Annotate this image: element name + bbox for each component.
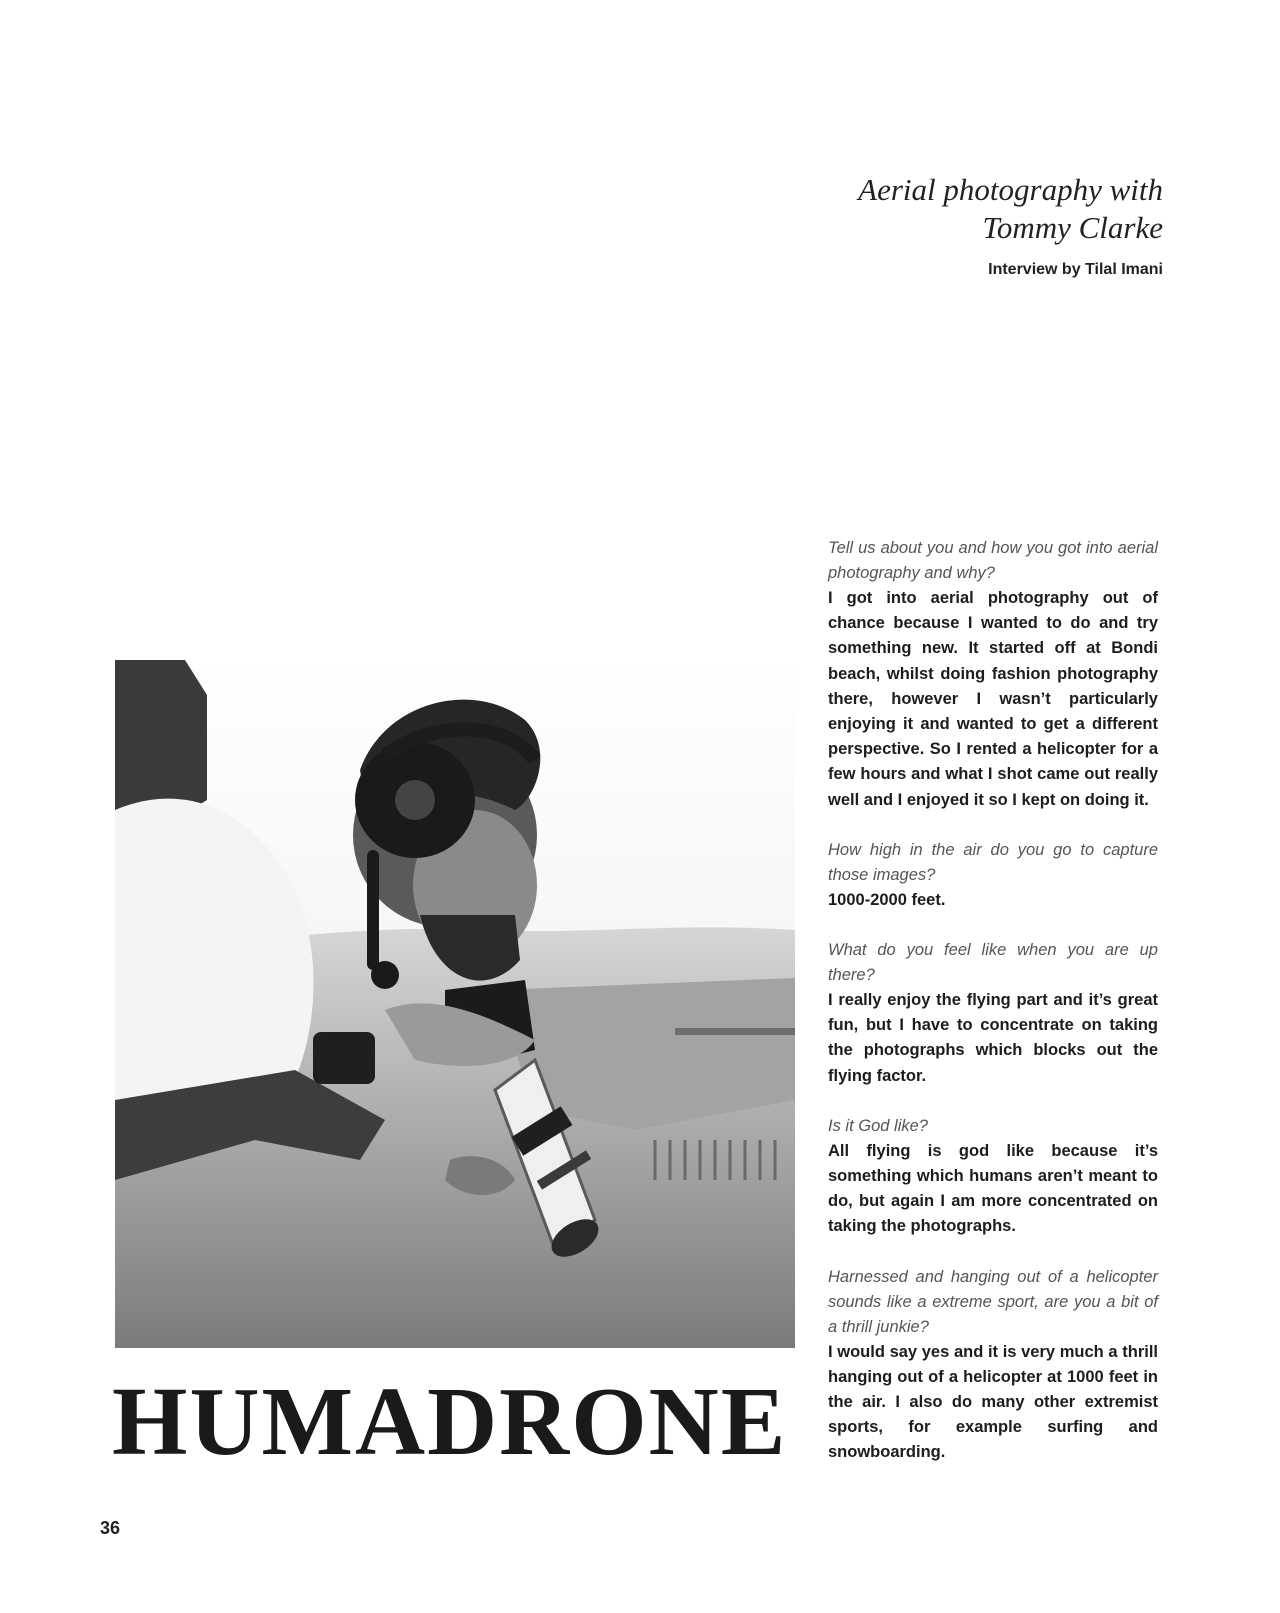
wordmark: HUMADRONE xyxy=(112,1368,788,1475)
arm-band xyxy=(313,1032,375,1084)
headphone-detail xyxy=(395,780,435,820)
aircraft-rail xyxy=(675,1028,795,1035)
article-title xyxy=(683,171,1163,247)
question: How high in the air do you go to capture those images? xyxy=(828,840,1158,884)
question: Tell us about you and how you got into aerial photography and why? xyxy=(828,539,1158,582)
article-header xyxy=(683,171,1163,279)
question: What do you feel like when you are up there? xyxy=(828,941,1158,985)
answer: I really enjoy the flying part and it’s great fun, but I have to concentrate on taking the photographs which blocks out the flying factor. xyxy=(828,991,1158,1085)
question: Harnessed and hanging out of a helicopter sounds like a extreme sport, are you a bit of a thrill junkie? xyxy=(828,1267,1158,1336)
byline: Interview by Tilal Imani xyxy=(988,261,1163,278)
answer: All flying is god like because it’s something which humans aren’t meant to do, but again I am more concentrated on taking the photographs. xyxy=(828,1141,1158,1236)
answer: 1000-2000 feet. xyxy=(828,890,946,909)
headset-microphone xyxy=(367,850,379,970)
interview xyxy=(828,536,1158,1491)
article-title-line-1: Aerial photography with xyxy=(858,172,1163,207)
page-number: 36 xyxy=(100,1518,121,1538)
answer: I would say yes and it is very much a thrill hanging out of a helicopter at 1000 feet in the air. I also do many other extremist sports, for example surfing and snowboarding. xyxy=(828,1342,1158,1462)
answer: I got into aerial photography out of chance because I wanted to do and try something new. It started off at Bondi beach, whilst doing fashion photography there, however I wasn’t particularly enjoying it and wanted to get a different perspective. So I rented a helicopter for a few hours and what I shot came out really well and I enjoyed it so I kept on doing it. xyxy=(828,589,1158,809)
question: Is it God like? xyxy=(828,1116,928,1135)
headset-microphone-tip xyxy=(371,961,399,989)
qa-item xyxy=(828,1114,1158,1240)
qa-item xyxy=(828,1265,1158,1466)
article-title-line-2: Tommy Clarke xyxy=(982,210,1163,245)
qa-item xyxy=(828,838,1158,913)
qa-item xyxy=(828,938,1158,1089)
qa-item xyxy=(828,536,1158,813)
photographer-photo xyxy=(115,660,795,1348)
